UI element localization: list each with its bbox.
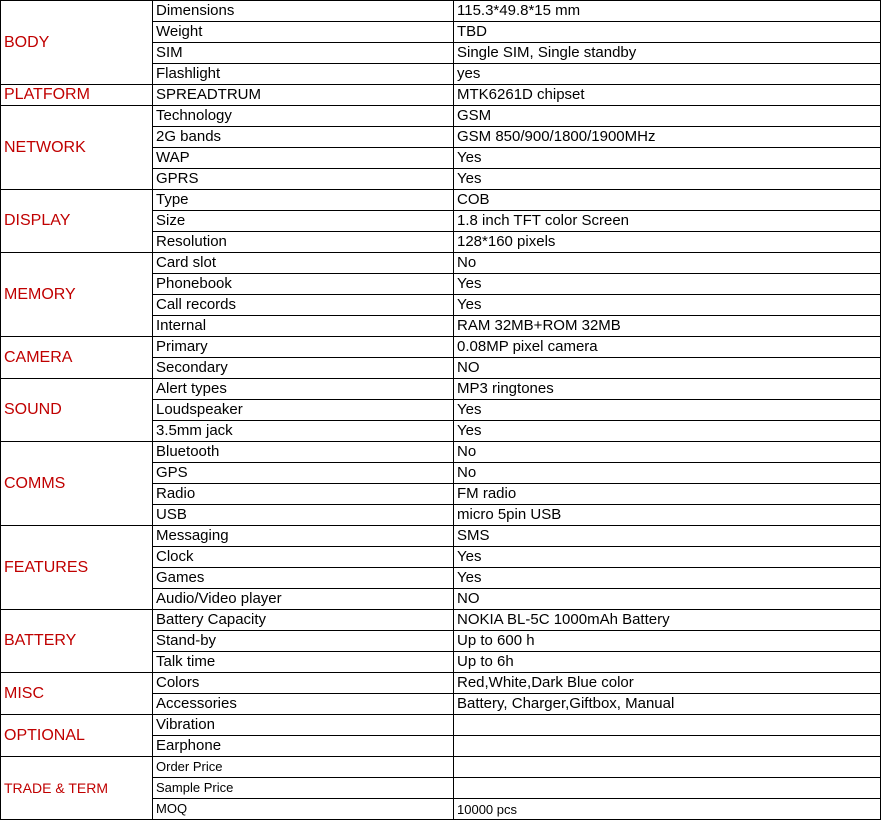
- spec-label-cell: Radio: [153, 484, 454, 505]
- spec-label-cell: Call records: [153, 295, 454, 316]
- category-cell: BODY: [1, 1, 153, 85]
- spec-value-cell: Single SIM, Single standby: [454, 43, 881, 64]
- spec-value-cell: Red,White,Dark Blue color: [454, 673, 881, 694]
- spec-label-cell: SPREADTRUM: [153, 85, 454, 106]
- category-cell: OPTIONAL: [1, 715, 153, 757]
- spec-label-cell: Secondary: [153, 358, 454, 379]
- spec-value-cell: Yes: [454, 547, 881, 568]
- table-row: [1, 1, 881, 22]
- spec-value-cell: [454, 757, 881, 778]
- spec-label-cell: Accessories: [153, 694, 454, 715]
- spec-value-cell: Yes: [454, 421, 881, 442]
- spec-value-cell: Yes: [454, 568, 881, 589]
- spec-value-cell: Up to 600 h: [454, 631, 881, 652]
- spec-value-cell: 10000 pcs: [454, 799, 881, 820]
- spec-label-cell: Order Price: [153, 757, 454, 778]
- spec-label-cell: Alert types: [153, 379, 454, 400]
- spec-label-cell: Talk time: [153, 652, 454, 673]
- spec-label-cell: Messaging: [153, 526, 454, 547]
- category-cell: CAMERA: [1, 337, 153, 379]
- table-row: [1, 337, 881, 358]
- spec-label-cell: Bluetooth: [153, 442, 454, 463]
- spec-value-cell: TBD: [454, 22, 881, 43]
- spec-value-cell: 1.8 inch TFT color Screen: [454, 211, 881, 232]
- table-row: [1, 610, 881, 631]
- table-row: [1, 190, 881, 211]
- table-row: [1, 379, 881, 400]
- spec-label-cell: Primary: [153, 337, 454, 358]
- category-cell: MEMORY: [1, 253, 153, 337]
- spec-label-cell: Internal: [153, 316, 454, 337]
- spec-value-cell: MP3 ringtones: [454, 379, 881, 400]
- spec-label-cell: Weight: [153, 22, 454, 43]
- table-row: [1, 757, 881, 778]
- spec-label-cell: USB: [153, 505, 454, 526]
- spec-label-cell: Stand-by: [153, 631, 454, 652]
- spec-value-cell: FM radio: [454, 484, 881, 505]
- spec-label-cell: Phonebook: [153, 274, 454, 295]
- spec-label-cell: Battery Capacity: [153, 610, 454, 631]
- spec-value-cell: NOKIA BL-5C 1000mAh Battery: [454, 610, 881, 631]
- spec-label-cell: Dimensions: [153, 1, 454, 22]
- spec-label-cell: Resolution: [153, 232, 454, 253]
- spec-value-cell: Yes: [454, 169, 881, 190]
- spec-value-cell: GSM 850/900/1800/1900MHz: [454, 127, 881, 148]
- category-cell: MISC: [1, 673, 153, 715]
- table-row: [1, 715, 881, 736]
- spec-label-cell: 2G bands: [153, 127, 454, 148]
- spec-label-cell: Vibration: [153, 715, 454, 736]
- spec-label-cell: Colors: [153, 673, 454, 694]
- table-row: [1, 526, 881, 547]
- table-row: [1, 673, 881, 694]
- category-cell: PLATFORM: [1, 85, 153, 106]
- spec-value-cell: No: [454, 442, 881, 463]
- spec-value-cell: [454, 778, 881, 799]
- spec-label-cell: Card slot: [153, 253, 454, 274]
- spec-label-cell: GPRS: [153, 169, 454, 190]
- spec-label-cell: Size: [153, 211, 454, 232]
- category-cell: TRADE & TERM: [1, 757, 153, 820]
- spec-label-cell: Earphone: [153, 736, 454, 757]
- spec-label-cell: MOQ: [153, 799, 454, 820]
- spec-label-cell: WAP: [153, 148, 454, 169]
- spec-value-cell: No: [454, 253, 881, 274]
- spec-value-cell: Yes: [454, 400, 881, 421]
- spec-value-cell: SMS: [454, 526, 881, 547]
- spec-value-cell: COB: [454, 190, 881, 211]
- spec-label-cell: GPS: [153, 463, 454, 484]
- spec-table-body: [1, 1, 881, 820]
- category-cell: BATTERY: [1, 610, 153, 673]
- spec-label-cell: Sample Price: [153, 778, 454, 799]
- spec-value-cell: NO: [454, 589, 881, 610]
- spec-value-cell: 128*160 pixels: [454, 232, 881, 253]
- spec-label-cell: 3.5mm jack: [153, 421, 454, 442]
- spec-label-cell: Loudspeaker: [153, 400, 454, 421]
- table-row: [1, 106, 881, 127]
- category-cell: COMMS: [1, 442, 153, 526]
- spec-label-cell: Technology: [153, 106, 454, 127]
- spec-label-cell: Audio/Video player: [153, 589, 454, 610]
- spec-value-cell: 115.3*49.8*15 mm: [454, 1, 881, 22]
- spec-value-cell: Yes: [454, 295, 881, 316]
- spec-value-cell: RAM 32MB+ROM 32MB: [454, 316, 881, 337]
- category-cell: DISPLAY: [1, 190, 153, 253]
- spec-label-cell: Clock: [153, 547, 454, 568]
- spec-label-cell: Games: [153, 568, 454, 589]
- spec-value-cell: Yes: [454, 148, 881, 169]
- spec-value-cell: [454, 736, 881, 757]
- spec-value-cell: [454, 715, 881, 736]
- spec-label-cell: Flashlight: [153, 64, 454, 85]
- table-row: [1, 85, 881, 106]
- spec-value-cell: No: [454, 463, 881, 484]
- spec-value-cell: yes: [454, 64, 881, 85]
- spec-value-cell: GSM: [454, 106, 881, 127]
- spec-value-cell: Up to 6h: [454, 652, 881, 673]
- table-row: [1, 253, 881, 274]
- spec-value-cell: Battery, Charger,Giftbox, Manual: [454, 694, 881, 715]
- spec-value-cell: 0.08MP pixel camera: [454, 337, 881, 358]
- spec-value-cell: MTK6261D chipset: [454, 85, 881, 106]
- spec-value-cell: micro 5pin USB: [454, 505, 881, 526]
- category-cell: NETWORK: [1, 106, 153, 190]
- category-cell: FEATURES: [1, 526, 153, 610]
- table-row: [1, 442, 881, 463]
- category-cell: SOUND: [1, 379, 153, 442]
- spec-label-cell: Type: [153, 190, 454, 211]
- spec-value-cell: NO: [454, 358, 881, 379]
- spec-value-cell: Yes: [454, 274, 881, 295]
- spec-label-cell: SIM: [153, 43, 454, 64]
